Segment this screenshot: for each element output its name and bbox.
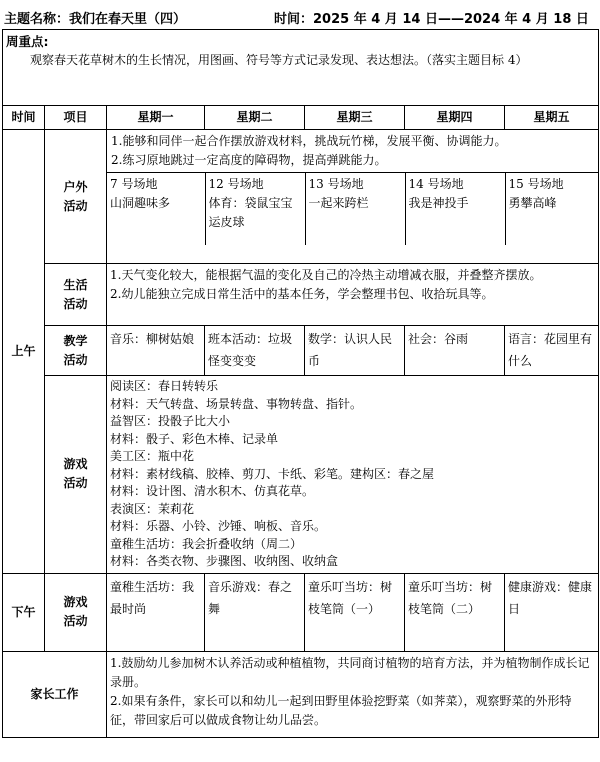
family-line-1: 1.鼓励幼儿参加树木认养活动或种植植物，共同商讨植物的培育方法，并为植物制作成长记录册。	[110, 655, 590, 689]
outdoor-fri-site: 15 号场地	[508, 177, 564, 191]
focus-title: 周重点:	[6, 34, 49, 49]
game-label-1: 游戏	[63, 457, 88, 472]
game-line-1: 阅读区：春日转转乐	[110, 379, 219, 393]
col-header-mon: 星期一	[107, 106, 205, 130]
game-content	[107, 376, 599, 574]
life-label-1: 生活	[63, 277, 88, 292]
outdoor-label	[45, 130, 107, 264]
col-header-wed: 星期三	[305, 106, 405, 130]
life-content	[107, 264, 599, 326]
morning-label: 上午	[3, 130, 45, 574]
outdoor-wed-site: 13 号场地	[308, 177, 364, 191]
game-line-2: 材料：天气转盘、场景转盘、事物转盘、指针。	[110, 396, 363, 411]
game-label	[45, 376, 107, 574]
column-header-row	[3, 106, 599, 130]
outdoor-tue-site: 12 号场地	[208, 177, 264, 191]
outdoor-mon-activity: 山洞趣味多	[110, 196, 171, 210]
outdoor-mon-site: 7 号场地	[110, 177, 158, 191]
game-line-5: 美工区：瓶中花	[110, 449, 195, 463]
col-header-tue: 星期二	[205, 106, 305, 130]
focus-text: 观察春天花草树木的生长情况，用图画、符号等方式记录发现、表达想法。（落实主题目标 4）	[30, 53, 528, 67]
outdoor-thu	[405, 173, 505, 245]
afternoon-thu: 童乐叮当坊：树枝笔筒（二）	[405, 573, 505, 651]
outdoor-label-1: 户外	[63, 179, 88, 194]
teaching-row	[3, 326, 599, 376]
outdoor-tue	[205, 173, 305, 245]
teaching-mon: 音乐：柳树姑娘	[107, 326, 205, 376]
outdoor-fri-activity: 勇攀高峰	[508, 196, 557, 210]
game-row	[3, 376, 599, 574]
life-goal-1: 1.天气变化较大，能根据气温的变化及自己的冷热主动增减衣服，并叠整齐摆放。	[110, 268, 542, 282]
outdoor-fri	[505, 173, 599, 245]
outdoor-days-table	[107, 172, 599, 245]
game-line-10: 童稚生活坊：我会折叠收纳（周二）	[110, 536, 303, 551]
outdoor-wed	[305, 173, 405, 245]
game-line-3: 益智区：投骰子比大小	[110, 414, 231, 428]
life-label-2: 活动	[63, 296, 88, 311]
teaching-wed: 数学：认识人民币	[305, 326, 405, 376]
game-line-4: 材料：骰子、彩色木棒、记录单	[110, 431, 279, 446]
afternoon-game-label-2: 活动	[63, 614, 88, 628]
teaching-tue: 班本活动：垃圾怪变变变	[205, 326, 305, 376]
outdoor-thu-site: 14 号场地	[408, 177, 464, 191]
teaching-label	[45, 326, 107, 376]
col-header-time: 时间	[3, 106, 45, 130]
teaching-thu: 社会：谷雨	[405, 326, 505, 376]
afternoon-fri: 健康游戏：健康日	[505, 573, 599, 651]
plan-header	[4, 4, 596, 28]
teaching-label-1: 教学	[63, 333, 88, 348]
afternoon-wed: 童乐叮当坊：树枝笔筒（一）	[305, 573, 405, 651]
outdoor-goal-1: 1.能够和同伴一起合作摆放游戏材料，挑战玩竹梯，发展平衡、协调能力。	[111, 134, 507, 148]
outdoor-mon	[107, 173, 205, 245]
col-header-item: 项目	[45, 106, 107, 130]
game-line-8: 表演区：茉莉花	[110, 501, 195, 516]
outdoor-goal-2: 2.练习原地跳过一定高度的障碍物，提高弹跳能力。	[111, 153, 387, 167]
weekly-plan-table	[2, 29, 599, 738]
teaching-fri: 语言：花园里有什么	[505, 326, 599, 376]
game-line-9: 材料：乐器、小铃、沙锤、响板、音乐。	[110, 519, 327, 533]
date-range: 时间：2025 年 4 月 14 日——2024 年 4 月 18 日	[274, 12, 589, 27]
afternoon-label: 下午	[3, 573, 45, 651]
outdoor-wed-activity: 一起来跨栏	[308, 196, 369, 210]
afternoon-mon: 童稚生活坊：我最时尚	[107, 573, 205, 651]
life-row	[3, 264, 599, 326]
afternoon-row	[3, 573, 599, 651]
col-header-fri: 星期五	[505, 106, 599, 130]
game-line-11: 材料：各类衣物、步骤图、收纳图、收纳盒	[110, 554, 339, 568]
focus-row	[3, 30, 599, 106]
family-content	[107, 651, 599, 737]
family-line-2: 2.如果有条件，家长可以和幼儿一起到田野里体验挖野菜（如荠菜），观察野菜的外形特征，带回家后可以做成食物让幼儿品尝。	[110, 693, 572, 727]
afternoon-tue: 音乐游戏：春之舞	[205, 573, 305, 651]
week-focus-cell	[3, 30, 599, 106]
game-label-2: 活动	[63, 476, 88, 491]
life-label	[45, 264, 107, 326]
game-line-6: 材料：素材线稿、胶棒、剪刀、卡纸、彩笔。建构区：春之屋	[110, 466, 435, 481]
col-header-thu: 星期四	[405, 106, 505, 130]
theme-title: 主题名称：我们在春天里（四）	[4, 12, 187, 27]
outdoor-thu-activity: 我是神投手	[408, 196, 469, 210]
afternoon-game-label	[45, 573, 107, 651]
outdoor-content	[107, 130, 599, 264]
afternoon-game-label-1: 游戏	[63, 595, 88, 609]
family-label: 家长工作	[3, 651, 107, 737]
game-line-7: 材料：设计图、清水积木、仿真花草。	[110, 484, 315, 498]
outdoor-row	[3, 130, 599, 264]
family-row	[3, 651, 599, 737]
outdoor-tue-activity: 体育：袋鼠宝宝运皮球	[208, 196, 293, 229]
life-goal-2: 2.幼儿能独立完成日常生活中的基本任务，学会整理书包、收拾玩具等。	[110, 287, 494, 301]
outdoor-label-2: 活动	[63, 198, 88, 213]
teaching-label-2: 活动	[63, 352, 88, 367]
